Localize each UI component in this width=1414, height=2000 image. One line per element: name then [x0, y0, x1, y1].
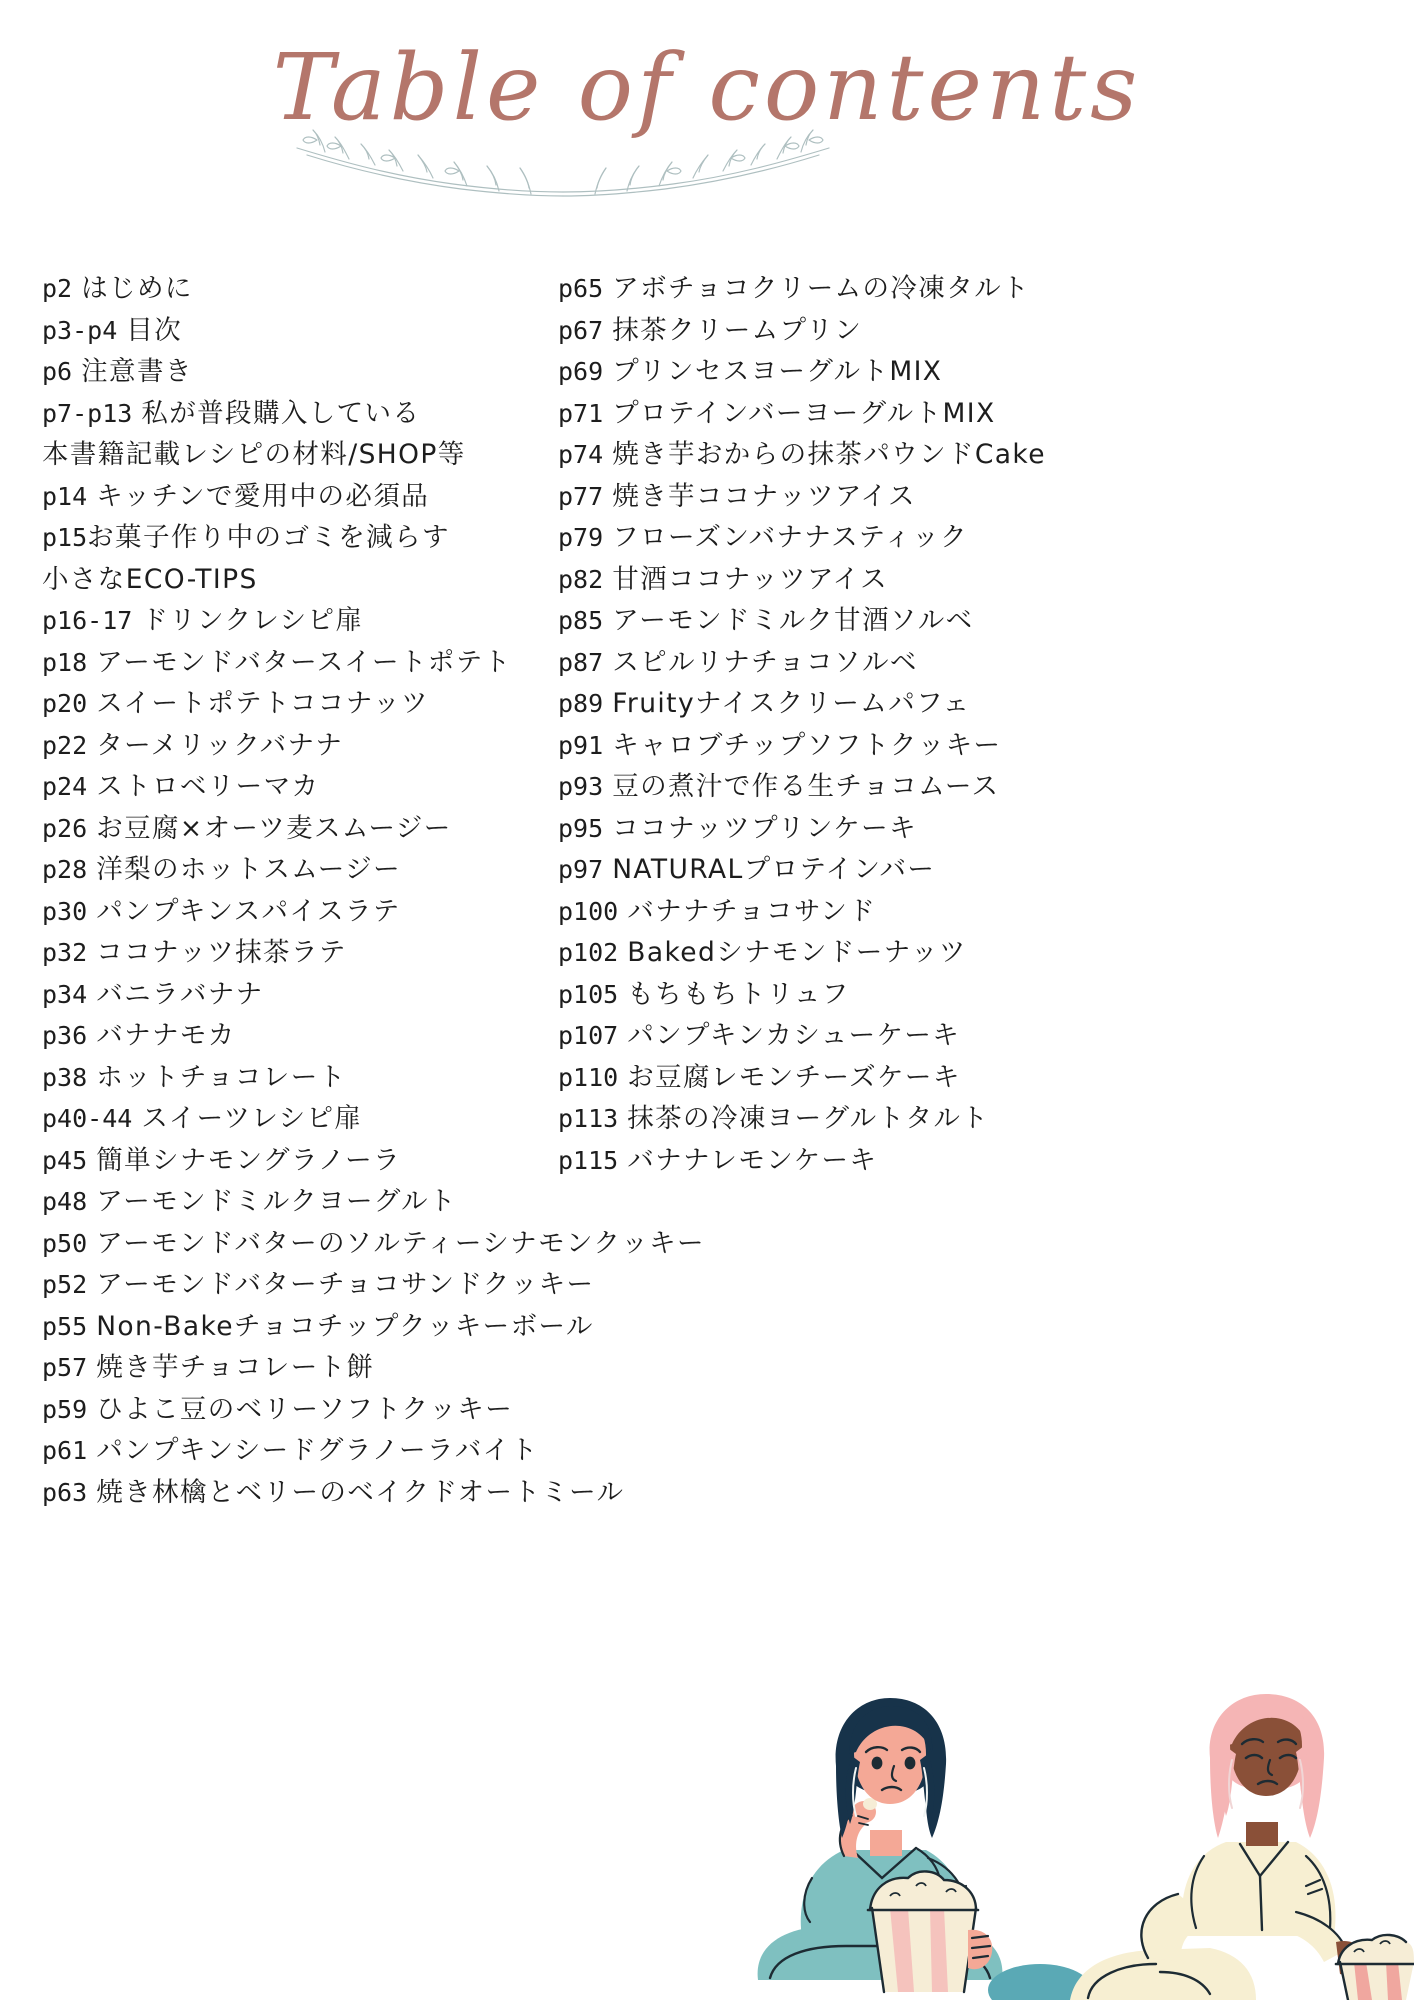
- toc-entry[interactable]: [558, 434, 1118, 476]
- toc-entry-title: 焼き芋チョコレート餅: [96, 1352, 375, 1383]
- toc-entry-title: ターメリックバナナ: [96, 729, 344, 761]
- toc-entry-title: お豆腐レモンチーズケーキ: [627, 1061, 961, 1093]
- toc-page-number: p79: [558, 523, 604, 552]
- toc-column-right: [558, 268, 1118, 1181]
- toc-entry-title: ストロベリーマカ: [96, 771, 320, 802]
- toc-entry-title: ひよこ豆のベリーソフトクッキー: [96, 1393, 514, 1425]
- toc-page-number: p52: [42, 1270, 88, 1299]
- toc-entry-title: 簡単シナモングラノーラ: [96, 1144, 401, 1176]
- toc-page-number: p15: [42, 523, 88, 552]
- toc-page-number: p95: [558, 813, 604, 843]
- toc-page-number: p63: [42, 1477, 88, 1507]
- toc-entry-title: バナナレモンケーキ: [627, 1144, 878, 1176]
- toc-page-number: p24: [42, 772, 88, 801]
- toc-entry-title: Non-Bakeチョコチップクッキーボール: [96, 1310, 594, 1342]
- toc-entry-title: パンプキンスパイスラテ: [96, 895, 401, 927]
- toc-entry-title: はじめに: [81, 273, 193, 304]
- toc-entry-title: ドリンクレシピ扉: [141, 605, 364, 636]
- toc-page-number: p61: [42, 1436, 88, 1465]
- toc-entry[interactable]: [558, 1098, 1118, 1140]
- toc-page-number: p30: [42, 896, 88, 926]
- toc-page-number: p7-p13: [42, 398, 133, 428]
- toc-page-number: p102: [558, 938, 619, 967]
- toc-entry[interactable]: [558, 351, 1118, 393]
- toc-entry[interactable]: [42, 1389, 742, 1431]
- toc-entry-title: ココナッツ抹茶ラテ: [96, 937, 347, 968]
- toc-entry-title: 甘酒ココナッツアイス: [612, 563, 889, 595]
- toc-page-number: p48: [42, 1187, 88, 1216]
- toc-page-number: p100: [558, 896, 619, 926]
- toc-page-number: p6: [42, 357, 73, 386]
- toc-entry[interactable]: [42, 1430, 742, 1472]
- toc-page-number: p22: [42, 730, 88, 760]
- toc-entry-title: 豆の煮汁で作る生チョコムース: [612, 771, 1000, 802]
- toc-entry-title: 私が普段購入している: [141, 397, 421, 429]
- toc-page-number: p93: [558, 772, 604, 801]
- toc-entry[interactable]: [42, 1181, 742, 1223]
- toc-entry-title: パンプキンシードグラノーラバイト: [96, 1435, 539, 1466]
- toc-page-number: p38: [42, 1062, 88, 1092]
- toc-page-number: p85: [558, 606, 604, 635]
- toc-entry[interactable]: [42, 1472, 742, 1514]
- toc-entry-title: アーモンドミルクヨーグルト: [96, 1186, 457, 1217]
- page-header: [0, 0, 1414, 230]
- toc-entry-title: Bakedシナモンドーナッツ: [627, 937, 967, 968]
- toc-entry-title: 抹茶の冷凍ヨーグルトタルト: [627, 1103, 990, 1134]
- toc-entry-title: キャロブチップソフトクッキー: [612, 729, 1002, 761]
- toc-entry-title: スイートポテトココナッツ: [96, 688, 429, 719]
- toc-entry[interactable]: [558, 600, 1118, 642]
- toc-page-number: p89: [558, 689, 604, 718]
- branch-ornament: [283, 122, 843, 212]
- toc-page-number: p87: [558, 647, 604, 677]
- toc-entry-title: 注意書き: [81, 356, 193, 387]
- toc-page-number: p36: [42, 1021, 88, 1050]
- toc-entry-title: 焼き芋ココナッツアイス: [612, 480, 916, 512]
- toc-entry[interactable]: [558, 808, 1118, 850]
- toc-page-number: p65: [558, 274, 604, 303]
- toc-entry-title: 焼き芋おからの抹茶パウンドCake: [612, 439, 1046, 470]
- toc-entry-title: プロテインバーヨーグルトMIX: [612, 397, 996, 429]
- toc-entry-title: 本書籍記載レシピの材料/SHOP等: [42, 439, 466, 470]
- toc-entry[interactable]: [558, 974, 1118, 1016]
- toc-page-number: p107: [558, 1021, 619, 1050]
- toc-page-number: p115: [558, 1145, 619, 1175]
- toc-entry-title: キッチンで愛用中の必須品: [96, 480, 430, 512]
- toc-page-number: p34: [42, 979, 88, 1009]
- popcorn-bucket-left: [868, 1871, 978, 1992]
- toc-entry-title: 小さなECO-TIPS: [42, 563, 258, 595]
- toc-entry[interactable]: [558, 268, 1118, 310]
- toc-entry-title: プリンセスヨーグルトMIX: [612, 356, 943, 387]
- toc-entry-title: もちもちトリュフ: [627, 978, 850, 1010]
- toc-page-number: p110: [558, 1062, 619, 1092]
- figure-woman-pink-hair: [988, 1694, 1414, 2000]
- toc-entry-title: バナナチョコサンド: [627, 895, 877, 927]
- toc-entry-title: バニラバナナ: [96, 978, 264, 1010]
- toc-page-number: p40-44: [42, 1104, 133, 1133]
- toc-entry-title: お菓子作り中のゴミを減らす: [87, 522, 450, 553]
- toc-entry[interactable]: [558, 559, 1118, 601]
- toc-entry-title: パンプキンカシューケーキ: [627, 1020, 961, 1051]
- toc-entry-title: NATURALプロテインバー: [612, 854, 936, 885]
- two-women-eating-popcorn-illustration: [740, 1680, 1414, 2000]
- toc-page-number: p16-17: [42, 606, 133, 635]
- toc-page-number: p77: [558, 481, 604, 511]
- toc-page-number: p32: [42, 938, 88, 967]
- toc-entry[interactable]: [42, 1264, 742, 1306]
- toc-entry[interactable]: [558, 393, 1118, 435]
- toc-entry-title: お豆腐×オーツ麦スムージー: [96, 812, 452, 844]
- toc-entry-title: 焼き林檎とベリーのベイクドオートミール: [96, 1476, 625, 1508]
- toc-page-number: p26: [42, 813, 88, 843]
- toc-entry[interactable]: [558, 683, 1118, 725]
- toc-entry[interactable]: [42, 1223, 742, 1265]
- toc-page-number: p91: [558, 730, 604, 760]
- toc-page-number: p57: [42, 1353, 88, 1382]
- toc-entry[interactable]: [558, 642, 1118, 684]
- toc-page-number: p14: [42, 481, 88, 511]
- toc-entry[interactable]: [558, 1015, 1118, 1057]
- toc-entry-title: アボチョコクリームの冷凍タルト: [612, 273, 1030, 304]
- toc-entry[interactable]: [558, 849, 1118, 891]
- toc-page-number: p50: [42, 1228, 88, 1258]
- toc-page-number: p67: [558, 315, 604, 345]
- toc-entry-title: 抹茶クリームプリン: [612, 314, 863, 346]
- figure-woman-teal-pajamas: [758, 1698, 1003, 1992]
- toc-entry-title: 目次: [126, 314, 183, 346]
- toc-entry-title: アーモンドバタースイートポテト: [96, 646, 512, 678]
- toc-page-number: p2: [42, 274, 73, 303]
- toc-page-number: p105: [558, 979, 619, 1009]
- toc-page-number: p45: [42, 1145, 88, 1175]
- page-title: Table of contents: [272, 34, 1142, 141]
- toc-entry-title: アーモンドバターチョコサンドクッキー: [96, 1269, 595, 1300]
- toc-page-number: p69: [558, 357, 604, 386]
- toc-entry[interactable]: [558, 310, 1118, 352]
- toc-entry-title: スイーツレシピ扉: [141, 1103, 363, 1134]
- toc-entry-title: ホットチョコレート: [96, 1061, 347, 1093]
- toc-page-number: p3-p4: [42, 315, 118, 345]
- toc-entry-title: Fruityナイスクリームパフェ: [612, 688, 971, 719]
- toc-page-number: p28: [42, 855, 88, 884]
- toc-entry[interactable]: [42, 1347, 742, 1389]
- toc-entry-title: スピルリナチョコソルベ: [612, 646, 918, 678]
- toc-page-number: p71: [558, 398, 604, 428]
- toc-entry-title: アーモンドミルク甘酒ソルベ: [612, 605, 974, 636]
- toc-page-number: p82: [558, 564, 604, 594]
- toc-entry[interactable]: [558, 1140, 1118, 1182]
- toc-entry[interactable]: [42, 1306, 742, 1348]
- toc-entry-title: ココナッツプリンケーキ: [612, 812, 917, 844]
- toc-entry[interactable]: [558, 517, 1118, 559]
- toc-page-number: p113: [558, 1104, 619, 1133]
- toc-page-number: p55: [42, 1311, 88, 1341]
- toc-entry[interactable]: [558, 932, 1118, 974]
- toc-page-number: p97: [558, 855, 604, 884]
- toc-entry[interactable]: [558, 891, 1118, 933]
- toc-entry[interactable]: [558, 1057, 1118, 1099]
- toc-entry-title: 洋梨のホットスムージー: [96, 854, 401, 885]
- toc-entry-title: フローズンバナナスティック: [612, 522, 968, 553]
- toc-page-number: p74: [558, 440, 604, 469]
- toc-entry[interactable]: [558, 476, 1118, 518]
- toc-entry-title: バナナモカ: [96, 1020, 236, 1051]
- toc-entry-title: アーモンドバターのソルティーシナモンクッキー: [96, 1227, 705, 1259]
- toc-page-number: p20: [42, 689, 88, 718]
- toc-entry[interactable]: [558, 725, 1118, 767]
- toc-page-number: p18: [42, 647, 88, 677]
- toc-entry[interactable]: [558, 766, 1118, 808]
- toc-page-number: p59: [42, 1394, 88, 1424]
